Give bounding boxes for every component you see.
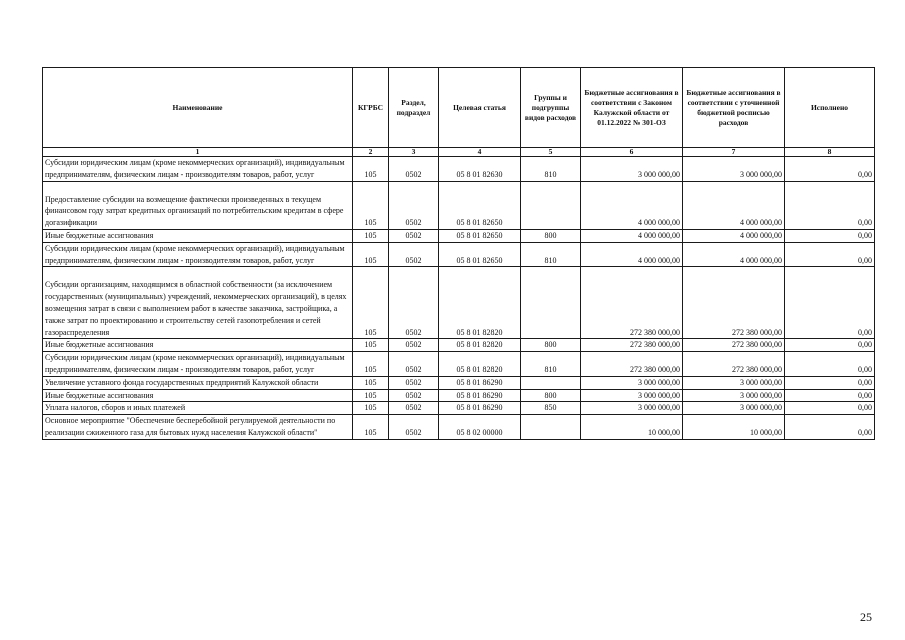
row-expense-group: 800 bbox=[521, 339, 581, 352]
row-name: Иные бюджетные ассигнования bbox=[43, 229, 353, 242]
row-target-article: 05 8 01 82820 bbox=[439, 267, 521, 339]
row-law-amount: 4 000 000,00 bbox=[581, 181, 683, 229]
row-refined-amount: 272 380 000,00 bbox=[683, 352, 785, 377]
header-refined-allocations: Бюджетные ассигнования в соответствии с уточненной бюджетной росписью расходов bbox=[683, 68, 785, 148]
table-row bbox=[43, 181, 875, 229]
budget-table bbox=[42, 67, 875, 440]
row-executed-amount: 0,00 bbox=[785, 229, 875, 242]
table-row bbox=[43, 339, 875, 352]
row-target-article: 05 8 02 00000 bbox=[439, 415, 521, 440]
row-law-amount: 272 380 000,00 bbox=[581, 339, 683, 352]
table-row bbox=[43, 229, 875, 242]
row-refined-amount: 272 380 000,00 bbox=[683, 267, 785, 339]
column-number-row bbox=[43, 148, 875, 157]
row-expense-group: 800 bbox=[521, 389, 581, 402]
row-target-article: 05 8 01 82630 bbox=[439, 157, 521, 182]
table-row bbox=[43, 267, 875, 339]
row-refined-amount: 272 380 000,00 bbox=[683, 339, 785, 352]
row-kgrbs: 105 bbox=[353, 376, 389, 389]
row-kgrbs: 105 bbox=[353, 415, 389, 440]
table-row bbox=[43, 352, 875, 377]
row-executed-amount: 0,00 bbox=[785, 181, 875, 229]
row-name: Уплата налогов, сборов и иных платежей bbox=[43, 402, 353, 415]
header-kgrbs: КГРБС bbox=[353, 68, 389, 148]
column-number: 6 bbox=[581, 148, 683, 157]
row-law-amount: 10 000,00 bbox=[581, 415, 683, 440]
row-law-amount: 3 000 000,00 bbox=[581, 157, 683, 182]
row-expense-group bbox=[521, 267, 581, 339]
row-expense-group: 810 bbox=[521, 157, 581, 182]
row-section: 0502 bbox=[389, 376, 439, 389]
row-section: 0502 bbox=[389, 181, 439, 229]
row-target-article: 05 8 01 82650 bbox=[439, 242, 521, 267]
row-name: Иные бюджетные ассигнования bbox=[43, 389, 353, 402]
row-target-article: 05 8 01 86290 bbox=[439, 402, 521, 415]
table-row bbox=[43, 415, 875, 440]
column-number: 8 bbox=[785, 148, 875, 157]
row-refined-amount: 4 000 000,00 bbox=[683, 242, 785, 267]
column-number: 3 bbox=[389, 148, 439, 157]
row-target-article: 05 8 01 82650 bbox=[439, 181, 521, 229]
row-refined-amount: 4 000 000,00 bbox=[683, 181, 785, 229]
row-expense-group: 850 bbox=[521, 402, 581, 415]
row-name: Субсидии юридическим лицам (кроме некоммерческих организаций), индивидуальным предпринимателям, физическим лицам - производителям товаров, работ, услуг bbox=[43, 352, 353, 377]
row-executed-amount: 0,00 bbox=[785, 242, 875, 267]
column-number: 2 bbox=[353, 148, 389, 157]
row-section: 0502 bbox=[389, 229, 439, 242]
row-section: 0502 bbox=[389, 402, 439, 415]
row-expense-group: 810 bbox=[521, 242, 581, 267]
table-row bbox=[43, 389, 875, 402]
row-name: Субсидии юридическим лицам (кроме некоммерческих организаций), индивидуальным предпринимателям, физическим лицам - производителям товаров, работ, услуг bbox=[43, 242, 353, 267]
table-header-row bbox=[43, 68, 875, 148]
row-kgrbs: 105 bbox=[353, 181, 389, 229]
row-kgrbs: 105 bbox=[353, 389, 389, 402]
row-section: 0502 bbox=[389, 352, 439, 377]
row-expense-group bbox=[521, 181, 581, 229]
row-law-amount: 4 000 000,00 bbox=[581, 242, 683, 267]
column-number: 1 bbox=[43, 148, 353, 157]
row-section: 0502 bbox=[389, 339, 439, 352]
row-name: Субсидии организациям, находящимся в областной собственности (за исключением государственных (муниципальных) учреждений, некоммерческих организаций), в целях возмещения затрат в связи с выполнением работ в качестве заказчика, застройщика, а также затрат по проектированию и строительству сетей газопотребления и сетей газораспределения bbox=[43, 267, 353, 339]
table-row bbox=[43, 402, 875, 415]
row-target-article: 05 8 01 82650 bbox=[439, 229, 521, 242]
header-section: Раздел, подраздел bbox=[389, 68, 439, 148]
row-name: Увеличение уставного фонда государственных предприятий Калужской области bbox=[43, 376, 353, 389]
column-number: 4 bbox=[439, 148, 521, 157]
row-law-amount: 272 380 000,00 bbox=[581, 352, 683, 377]
row-executed-amount: 0,00 bbox=[785, 352, 875, 377]
row-executed-amount: 0,00 bbox=[785, 402, 875, 415]
row-target-article: 05 8 01 82820 bbox=[439, 339, 521, 352]
row-refined-amount: 3 000 000,00 bbox=[683, 157, 785, 182]
row-law-amount: 3 000 000,00 bbox=[581, 376, 683, 389]
header-target-article: Целевая статья bbox=[439, 68, 521, 148]
header-law-allocations: Бюджетные ассигнования в соответствии с Законом Калужской области от 01.12.2022 № 301-ОЗ bbox=[581, 68, 683, 148]
row-refined-amount: 4 000 000,00 bbox=[683, 229, 785, 242]
row-law-amount: 4 000 000,00 bbox=[581, 229, 683, 242]
row-law-amount: 3 000 000,00 bbox=[581, 402, 683, 415]
row-expense-group: 800 bbox=[521, 229, 581, 242]
row-kgrbs: 105 bbox=[353, 339, 389, 352]
row-target-article: 05 8 01 86290 bbox=[439, 389, 521, 402]
row-refined-amount: 3 000 000,00 bbox=[683, 402, 785, 415]
table-row bbox=[43, 157, 875, 182]
row-kgrbs: 105 bbox=[353, 402, 389, 415]
row-kgrbs: 105 bbox=[353, 242, 389, 267]
row-refined-amount: 3 000 000,00 bbox=[683, 389, 785, 402]
row-target-article: 05 8 01 86290 bbox=[439, 376, 521, 389]
row-section: 0502 bbox=[389, 389, 439, 402]
row-target-article: 05 8 01 82820 bbox=[439, 352, 521, 377]
row-refined-amount: 3 000 000,00 bbox=[683, 376, 785, 389]
row-executed-amount: 0,00 bbox=[785, 389, 875, 402]
row-executed-amount: 0,00 bbox=[785, 415, 875, 440]
table-row bbox=[43, 242, 875, 267]
column-number: 7 bbox=[683, 148, 785, 157]
header-executed: Исполнено bbox=[785, 68, 875, 148]
row-section: 0502 bbox=[389, 157, 439, 182]
row-name: Основное мероприятие "Обеспечение бесперебойной регулируемой деятельности по реализации сжиженного газа для бытовых нужд населения Калужской области" bbox=[43, 415, 353, 440]
row-expense-group bbox=[521, 376, 581, 389]
row-kgrbs: 105 bbox=[353, 352, 389, 377]
row-executed-amount: 0,00 bbox=[785, 339, 875, 352]
row-name: Субсидии юридическим лицам (кроме некоммерческих организаций), индивидуальным предпринимателям, физическим лицам - производителям товаров, работ, услуг bbox=[43, 157, 353, 182]
page-number: 25 bbox=[860, 610, 872, 624]
row-expense-group: 810 bbox=[521, 352, 581, 377]
row-kgrbs: 105 bbox=[353, 267, 389, 339]
row-section: 0502 bbox=[389, 242, 439, 267]
row-refined-amount: 10 000,00 bbox=[683, 415, 785, 440]
row-section: 0502 bbox=[389, 267, 439, 339]
row-name: Предоставление субсидии на возмещение фактически произведенных в текущем финансовом году затрат кредитных организаций по потребительским кредитам в сфере догазификации bbox=[43, 181, 353, 229]
row-section: 0502 bbox=[389, 415, 439, 440]
row-name: Иные бюджетные ассигнования bbox=[43, 339, 353, 352]
row-expense-group bbox=[521, 415, 581, 440]
header-name: Наименование bbox=[43, 68, 353, 148]
row-law-amount: 3 000 000,00 bbox=[581, 389, 683, 402]
row-kgrbs: 105 bbox=[353, 229, 389, 242]
table-row bbox=[43, 376, 875, 389]
row-kgrbs: 105 bbox=[353, 157, 389, 182]
row-executed-amount: 0,00 bbox=[785, 157, 875, 182]
row-executed-amount: 0,00 bbox=[785, 376, 875, 389]
row-law-amount: 272 380 000,00 bbox=[581, 267, 683, 339]
row-executed-amount: 0,00 bbox=[785, 267, 875, 339]
column-number: 5 bbox=[521, 148, 581, 157]
header-expense-groups: Группы и подгруппы видов расходов bbox=[521, 68, 581, 148]
